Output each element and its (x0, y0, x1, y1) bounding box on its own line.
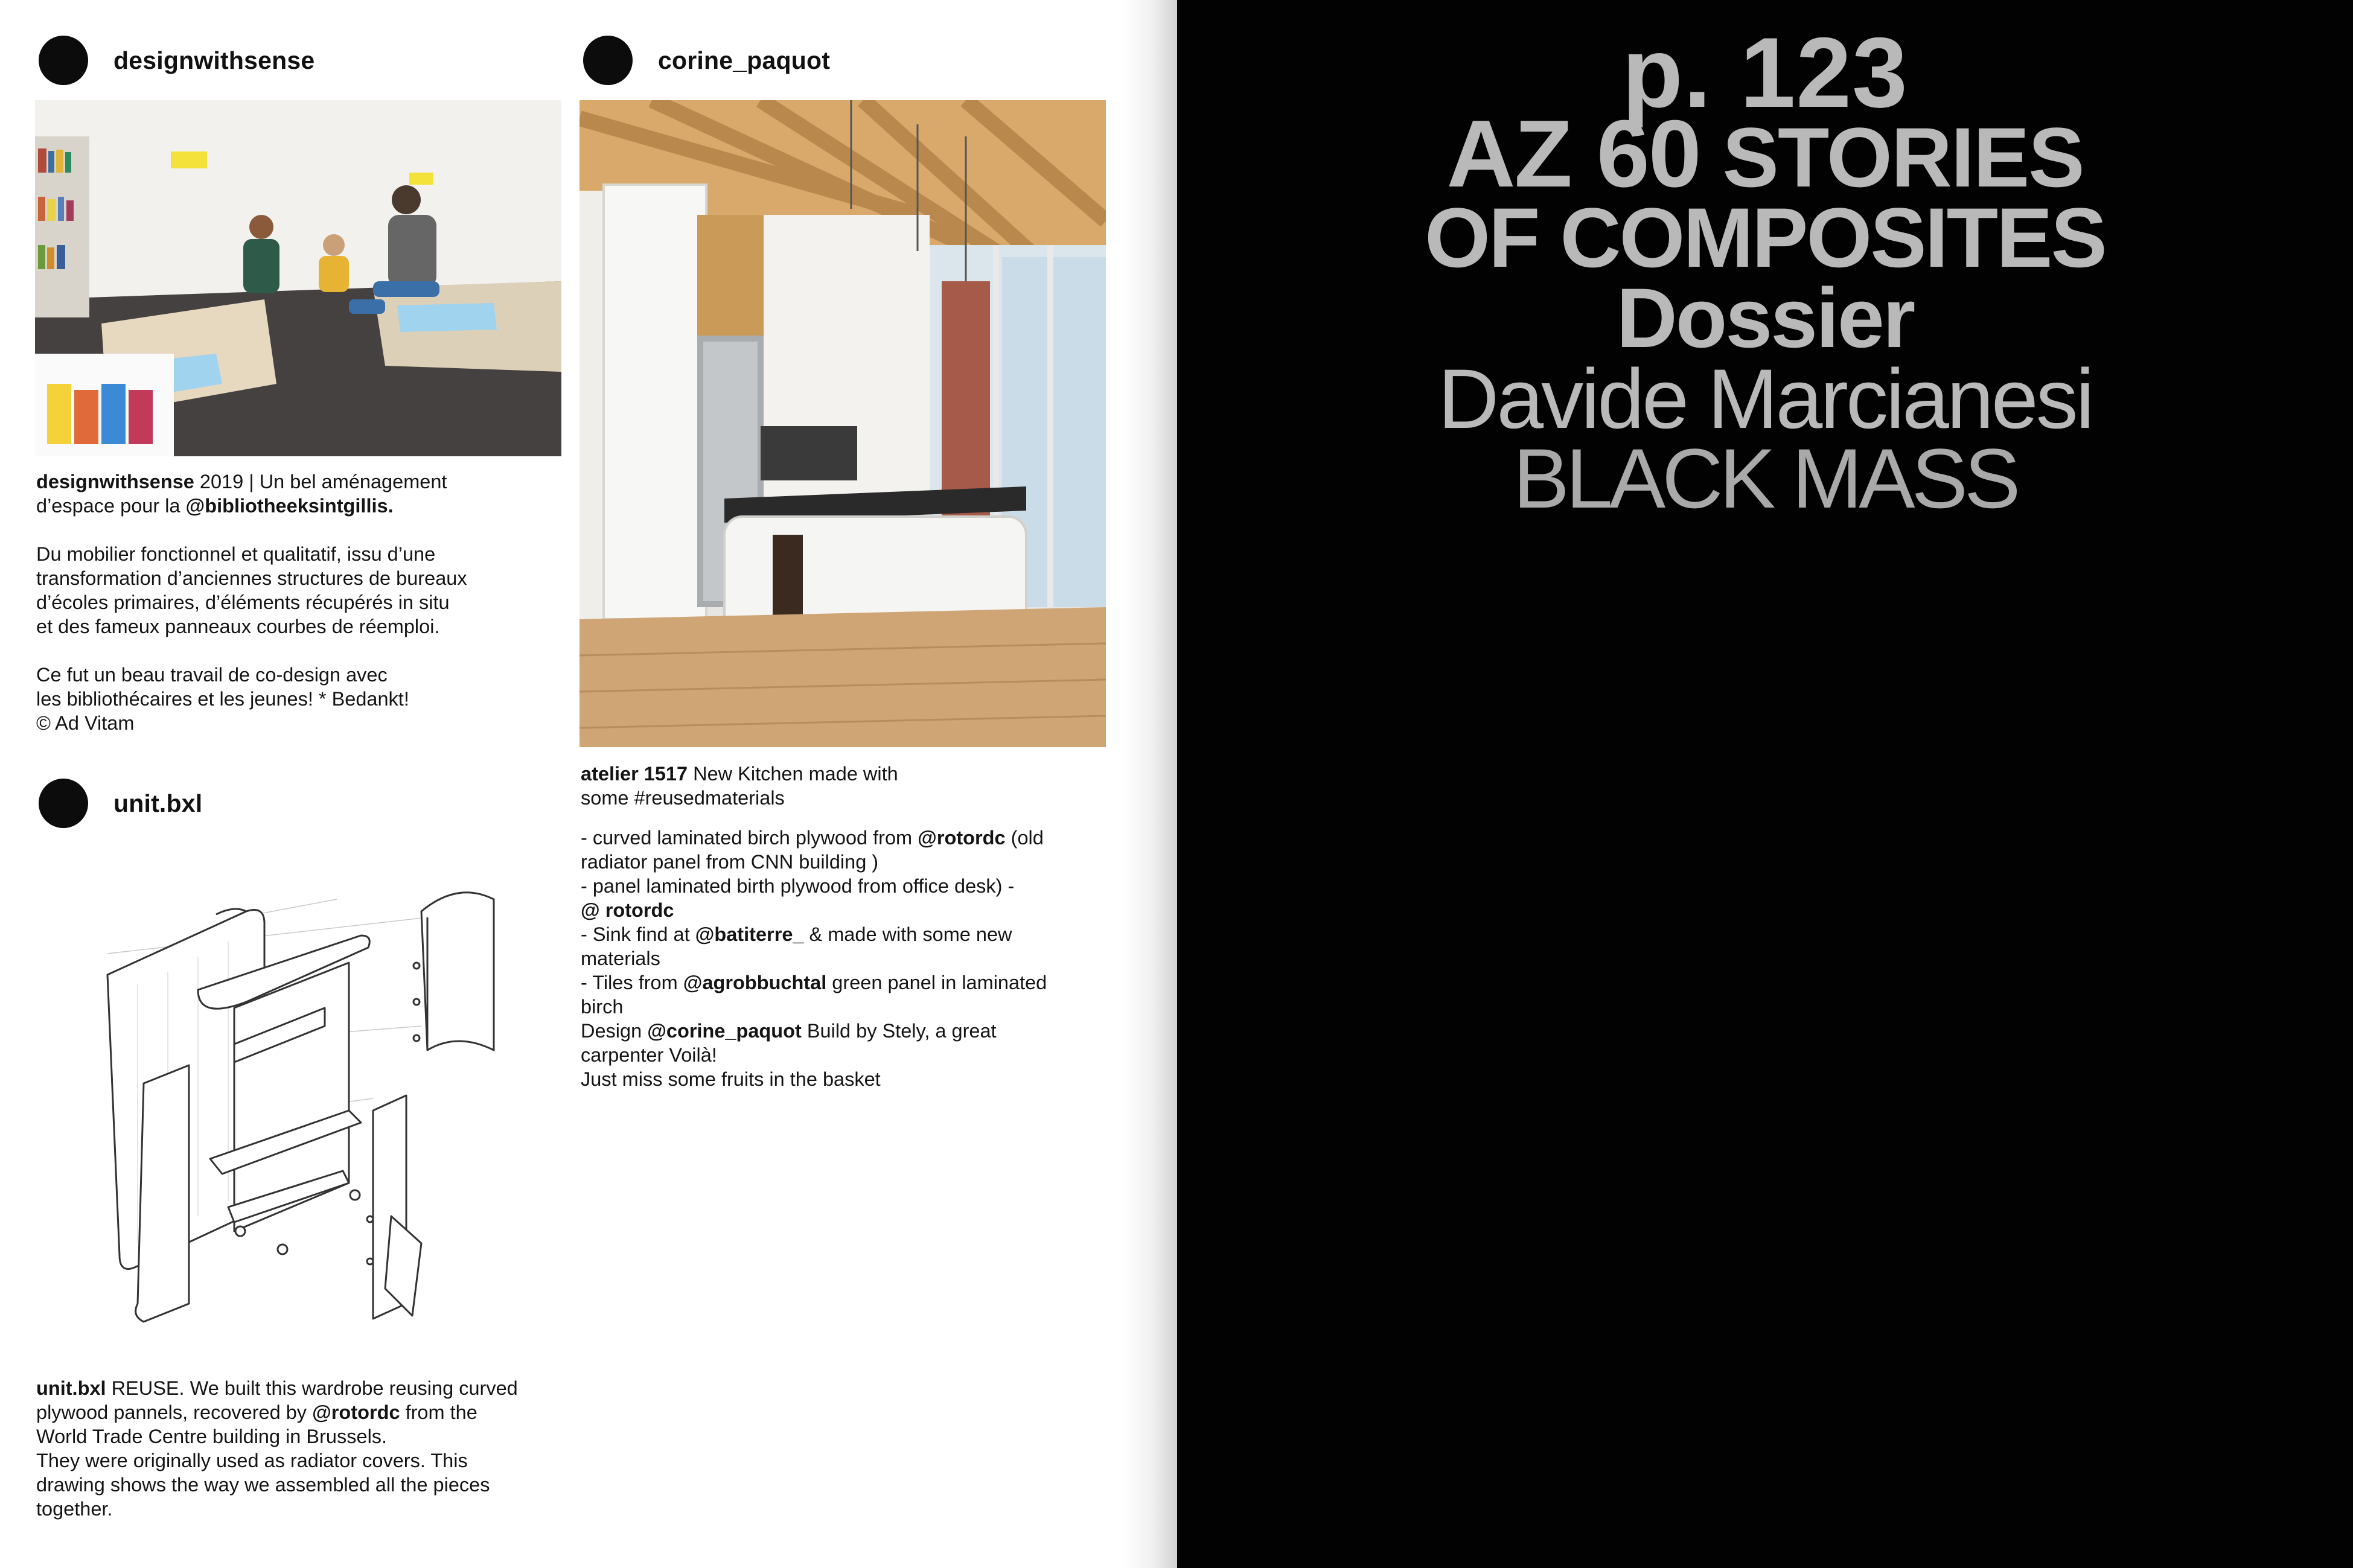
caption-line (581, 898, 1112, 922)
library-furniture-photo (35, 100, 561, 456)
caption-line: They were originally used as radiator covers. This (36, 1450, 468, 1471)
caption-author[interactable]: designwithsense (36, 471, 194, 492)
caption-line: carpenter Voilà! (581, 1044, 717, 1066)
caption-text: - Tiles from (581, 972, 683, 993)
caption-line: d’écoles primaires, d’éléments récupérés in situ (36, 591, 450, 613)
caption-line (36, 470, 567, 494)
caption-line: et des fameux panneaux courbes de réemploi. (36, 616, 440, 637)
caption-mention[interactable]: @ rotordc (581, 899, 674, 921)
right-page (1177, 0, 2353, 1568)
post-header-corine-paquot (583, 33, 830, 88)
caption-line (581, 922, 1112, 946)
post-caption (36, 470, 567, 735)
page-reference[interactable]: p. 123 (1622, 17, 1908, 128)
issue-title-part: STORIES (1700, 110, 2084, 205)
caption-text: - Sink find at (581, 923, 695, 945)
caption-line: - panel laminated birth plywood from office desk) - (581, 875, 1015, 897)
gutter-shadow (1123, 0, 1177, 1568)
caption-line: together. (36, 1498, 113, 1520)
caption-line: birch (581, 996, 624, 1018)
post-handle[interactable]: corine_paquot (658, 46, 831, 74)
caption-line (581, 1019, 1112, 1043)
author-name: Davide Marcianesi (1438, 351, 2092, 446)
caption-line: © Ad Vitam (36, 712, 135, 734)
caption-text: from the (400, 1401, 477, 1423)
caption-line (581, 970, 1112, 995)
avatar[interactable] (583, 36, 633, 85)
caption-text: - curved laminated birch plywood from (581, 827, 918, 849)
kitchen-photo (579, 100, 1106, 747)
caption-text: & made with some new (803, 923, 1012, 945)
caption-line (581, 762, 1112, 786)
issue-title-line2: OF COMPOSITES (1425, 190, 2106, 285)
post-handle[interactable]: designwithsense (113, 46, 315, 74)
caption-text: plywood pannels, recovered by (36, 1401, 313, 1423)
avatar[interactable] (39, 779, 88, 828)
caption-mention[interactable]: @corine_paquot (647, 1020, 802, 1042)
caption-text: New Kitchen made with (688, 763, 898, 785)
caption-line: World Trade Centre building in Brussels. (36, 1426, 388, 1447)
caption-line: drawing shows the way we assembled all the pieces (36, 1474, 490, 1496)
caption-text: d’espace pour la (36, 495, 186, 517)
post-header-designwithsense (39, 33, 314, 88)
post-caption (581, 762, 1112, 1091)
caption-line: Just miss some fruits in the basket (581, 1068, 881, 1090)
wardrobe-exploded-drawing (35, 845, 561, 1328)
post-header-unit-bxl (39, 776, 202, 830)
caption-mention[interactable]: @agrobbuchtal (683, 972, 827, 993)
caption-text: green panel in laminated (826, 972, 1047, 993)
caption-line (36, 494, 567, 518)
right-page-heading (1177, 17, 2353, 526)
caption-line: some #reusedmaterials (581, 787, 785, 809)
caption-text: 2019 | Un bel aménagement (194, 471, 447, 492)
caption-author[interactable]: unit.bxl (36, 1377, 106, 1399)
section-label: Dossier (1616, 270, 1914, 365)
caption-line: transformation d’anciennes structures de bureaux (36, 567, 467, 589)
caption-author[interactable]: atelier 1517 (581, 763, 688, 785)
caption-line (36, 1400, 567, 1424)
caption-text: Design (581, 1020, 648, 1042)
issue-number: AZ 60 (1446, 101, 1700, 207)
caption-line: les bibliothécaires et les jeunes! * Bedankt! (36, 688, 409, 710)
caption-line (36, 1376, 567, 1400)
caption-line (581, 826, 1112, 850)
issue-title (1177, 101, 2353, 207)
caption-text: (old (1005, 827, 1044, 849)
caption-mention[interactable]: @bibliotheeksintgillis. (185, 495, 394, 517)
caption-line: materials (581, 948, 660, 969)
article-title: BLACK MASS (1513, 431, 2017, 526)
caption-line: Ce fut un beau travail de co-design avec (36, 664, 388, 686)
post-handle[interactable]: unit.bxl (113, 789, 203, 817)
caption-line: Du mobilier fonctionnel et qualitatif, issu d’une (36, 543, 436, 565)
caption-line: radiator panel from CNN building ) (581, 851, 879, 873)
caption-text: Build by Stely, a great (801, 1020, 997, 1042)
post-caption (36, 1376, 567, 1521)
avatar[interactable] (39, 36, 88, 85)
caption-text: REUSE. We built this wardrobe reusing curved (106, 1377, 518, 1399)
caption-mention[interactable]: @rotordc (312, 1401, 400, 1423)
caption-mention[interactable]: @rotordc (918, 827, 1006, 849)
caption-mention[interactable]: @batiterre_ (695, 923, 804, 945)
